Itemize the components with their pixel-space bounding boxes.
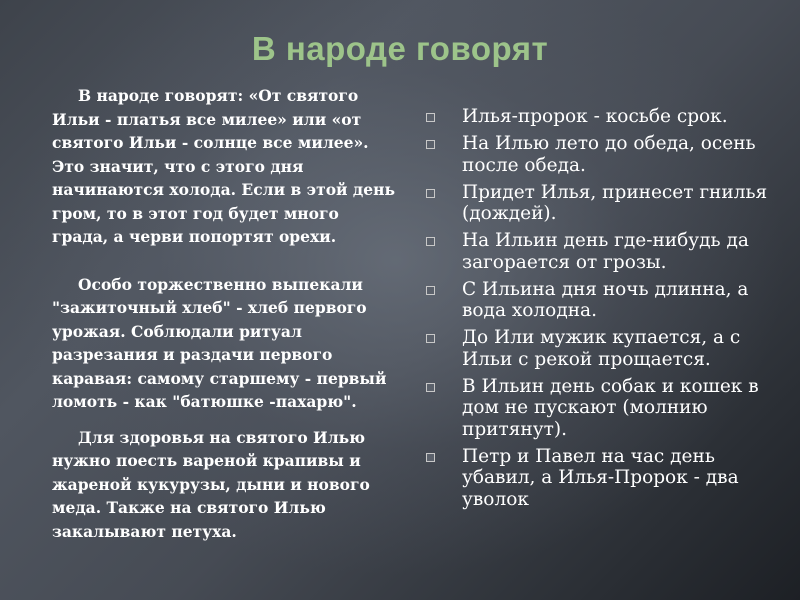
- sayings-list: [426, 106, 776, 510]
- square-bullet-icon: [426, 237, 435, 246]
- left-text-column: [52, 84, 397, 543]
- list-item: [426, 230, 776, 273]
- list-item: [426, 327, 776, 370]
- saying-text: Придет Илья, принесет гнилья (дождей).: [462, 181, 768, 224]
- saying-text: На Ильин день где-нибудь да загорается от грозы.: [462, 230, 749, 273]
- square-bullet-icon: [426, 140, 435, 149]
- paragraph-2: Особо торжественно выпекали "зажиточный хлеб" - хлеб первого урожая. Соблюдали ритуал разрезания и раздачи первого каравая: самому старшему - первый ломоть - как "батюшке -пахарю".: [52, 274, 387, 411]
- list-item: [426, 446, 776, 511]
- saying-text: С Ильина дня ночь длинна, а вода холодна.: [462, 278, 749, 321]
- list-item: [426, 133, 776, 176]
- list-item: [426, 106, 776, 128]
- saying-text: В Ильин день собак и кошек в дом не пускают (молнию притянут).: [462, 375, 759, 440]
- sayings-list-column: [426, 106, 776, 516]
- paragraph-1: В народе говорят: «От святого Ильи - платья все милее» или «от святого Ильи - солнце все милее». Это значит, что с этого дня начинаются холода. Если в этой день гром, то в этот год будет много града, а черви попортят орехи.: [52, 86, 395, 246]
- list-item: [426, 376, 776, 441]
- saying-text: До Или мужик купается, а с Ильи с рекой прощается.: [462, 327, 741, 370]
- saying-text: На Илью лето до обеда, осень после обеда.: [462, 133, 756, 176]
- saying-text: Илья-пророк - косьбе срок.: [462, 106, 728, 127]
- square-bullet-icon: [426, 189, 435, 198]
- square-bullet-icon: [426, 286, 435, 295]
- paragraph-3: Для здоровья на святого Илью нужно поесть вареной крапивы и жареной кукурузы, дыни и нового меда. Также на святого Илью закалывают петуха.: [52, 427, 370, 541]
- square-bullet-icon: [426, 334, 435, 343]
- square-bullet-icon: [426, 113, 435, 122]
- slide-title: В народе говорят: [251, 30, 549, 67]
- square-bullet-icon: [426, 453, 435, 462]
- saying-text: Петр и Павел на час день убавил, а Илья-Пророк - два уволок: [462, 445, 739, 510]
- list-item: [426, 182, 776, 225]
- list-item: [426, 279, 776, 322]
- square-bullet-icon: [426, 383, 435, 392]
